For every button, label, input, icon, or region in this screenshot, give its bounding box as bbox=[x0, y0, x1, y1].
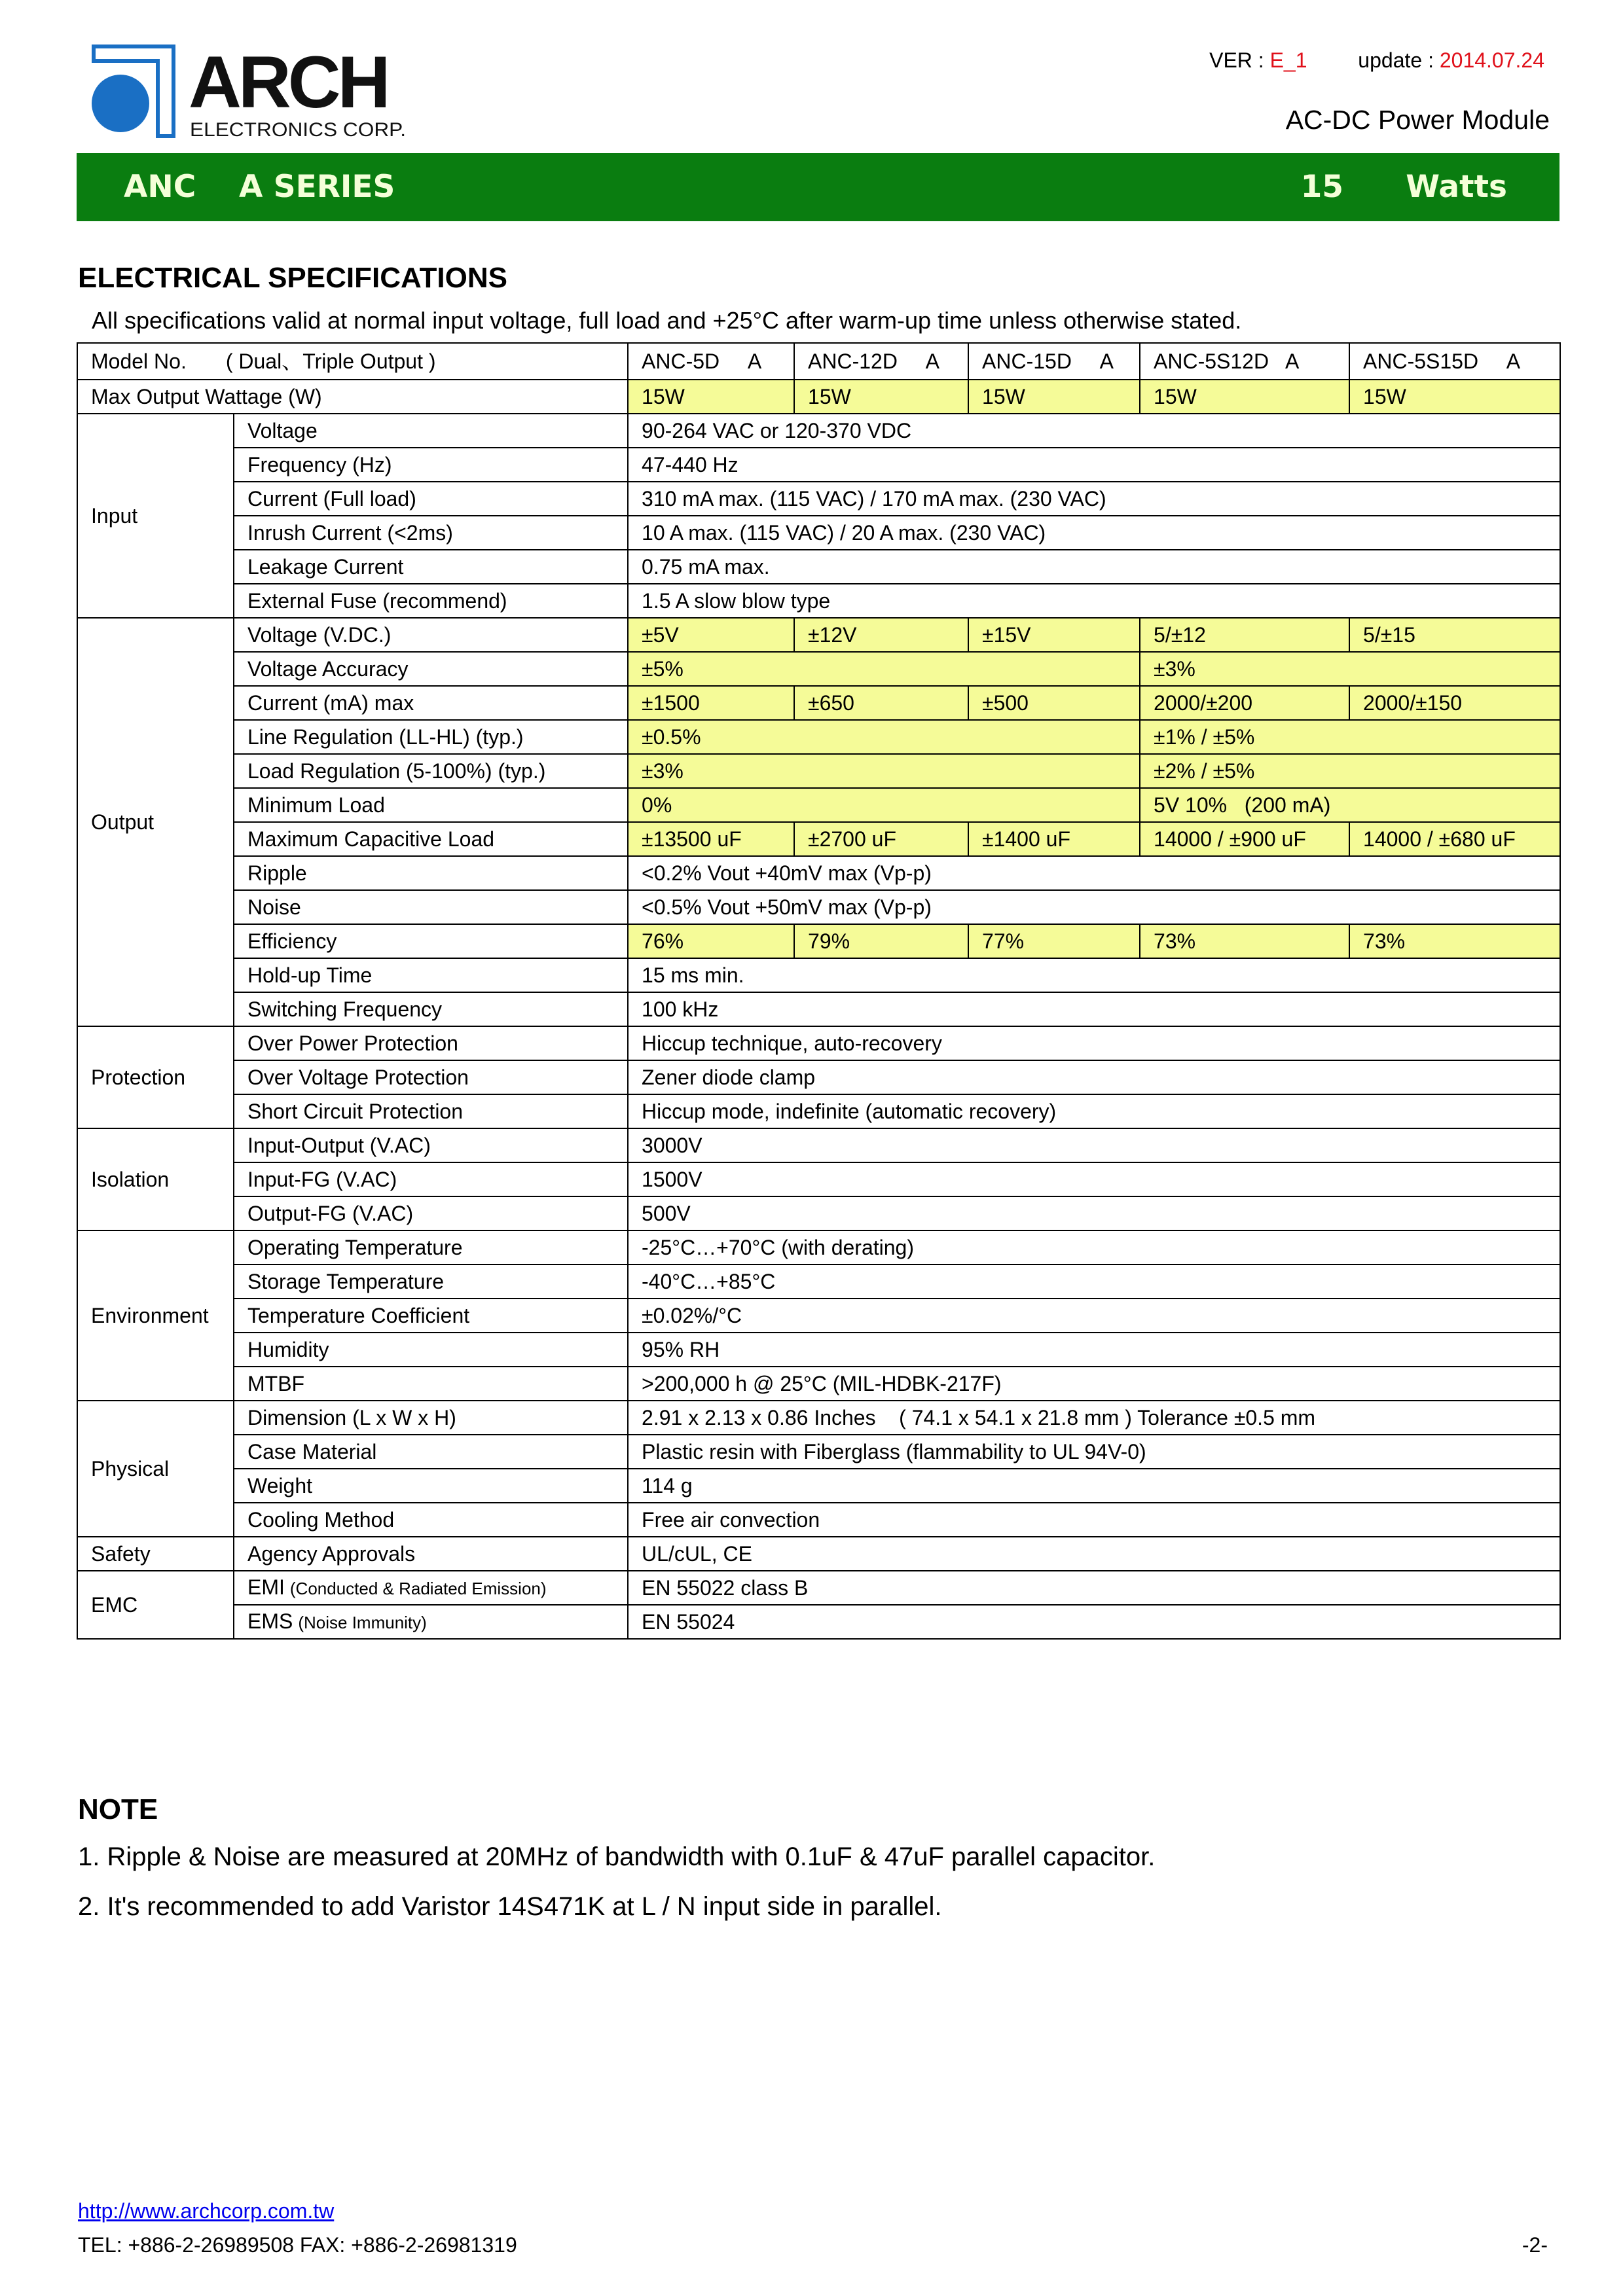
row-label bbox=[234, 890, 628, 924]
section-title: ELECTRICAL SPECIFICATIONS bbox=[78, 262, 507, 294]
spec-value: 77% bbox=[968, 924, 1140, 958]
row-label-text: Humidity bbox=[247, 1338, 329, 1361]
version-value: E_1 bbox=[1269, 48, 1307, 72]
row-label bbox=[234, 1026, 628, 1060]
row-label: Max Output Wattage (W) bbox=[77, 380, 628, 414]
spec-value: 15W bbox=[1349, 380, 1560, 414]
spec-value: 14000 / ±680 uF bbox=[1349, 822, 1560, 856]
row-label bbox=[234, 754, 628, 788]
spec-value: ±3% bbox=[628, 754, 1140, 788]
row-label bbox=[234, 1196, 628, 1230]
spec-value: 310 mA max. (115 VAC) / 170 mA max. (230 VAC) bbox=[628, 482, 1560, 516]
logo-subtext: ELECTRONICS CORP. bbox=[190, 119, 406, 141]
row-label-text: Agency Approvals bbox=[247, 1542, 416, 1566]
row-label bbox=[234, 1401, 628, 1435]
spec-value: Hiccup technique, auto-recovery bbox=[628, 1026, 1560, 1060]
spec-value: <0.2% Vout +40mV max (Vp-p) bbox=[628, 856, 1560, 890]
table-row bbox=[77, 890, 1560, 924]
table-row bbox=[77, 1196, 1560, 1230]
table-row bbox=[77, 1503, 1560, 1537]
row-label bbox=[234, 856, 628, 890]
row-label-text: Switching Frequency bbox=[247, 997, 443, 1021]
power-value: 15 bbox=[1300, 169, 1343, 205]
spec-value: 5/±12 bbox=[1140, 618, 1349, 652]
row-label-text: Temperature Coefficient bbox=[247, 1304, 470, 1327]
row-label bbox=[234, 992, 628, 1026]
row-label bbox=[234, 1299, 628, 1333]
row-label-note: (Conducted & Radiated Emission) bbox=[289, 1579, 547, 1598]
table-row bbox=[77, 448, 1560, 482]
spec-value: Hiccup mode, indefinite (automatic recovery) bbox=[628, 1094, 1560, 1128]
row-label-text: Dimension (L x W x H) bbox=[247, 1406, 456, 1429]
model-no-label: Model No. bbox=[91, 350, 187, 373]
row-label-text: Load Regulation (5-100%) (typ.) bbox=[247, 759, 546, 783]
website-link[interactable]: http://www.archcorp.com.tw bbox=[78, 2199, 335, 2223]
spec-value: 79% bbox=[794, 924, 968, 958]
table-row bbox=[77, 652, 1560, 686]
row-label-text: Voltage Accuracy bbox=[247, 657, 409, 681]
series-banner bbox=[77, 153, 1559, 221]
table-header-row bbox=[77, 343, 1560, 380]
row-label bbox=[234, 414, 628, 448]
spec-value: 95% RH bbox=[628, 1333, 1560, 1367]
spec-value: 15W bbox=[1140, 380, 1349, 414]
table-row bbox=[77, 1469, 1560, 1503]
table-row bbox=[77, 1026, 1560, 1060]
table-row bbox=[77, 414, 1560, 448]
row-label-text: Inrush Current (<2ms) bbox=[247, 521, 453, 545]
model-header: ANC-5S15D A bbox=[1349, 343, 1560, 380]
spec-value: 15W bbox=[794, 380, 968, 414]
table-row bbox=[77, 1060, 1560, 1094]
spec-value: Free air convection bbox=[628, 1503, 1560, 1537]
group-label: EMC bbox=[77, 1571, 234, 1639]
model-header: ANC-12D A bbox=[794, 343, 968, 380]
spec-value: ±5V bbox=[628, 618, 794, 652]
table-row bbox=[77, 1605, 1560, 1639]
row-label-text: Maximum Capacitive Load bbox=[247, 827, 495, 851]
spec-value: 14000 / ±900 uF bbox=[1140, 822, 1349, 856]
update-value: 2014.07.24 bbox=[1439, 48, 1544, 72]
spec-value: 114 g bbox=[628, 1469, 1560, 1503]
row-label bbox=[234, 1162, 628, 1196]
row-label-text: Noise bbox=[247, 895, 301, 919]
spec-value: ±12V bbox=[794, 618, 968, 652]
row-label-text: Frequency (Hz) bbox=[247, 453, 392, 476]
spec-value: 5/±15 bbox=[1349, 618, 1560, 652]
row-label-text: Cooling Method bbox=[247, 1508, 395, 1532]
row-label bbox=[234, 550, 628, 584]
row-label bbox=[234, 1367, 628, 1401]
spec-value: 15 ms min. bbox=[628, 958, 1560, 992]
row-label-text: Operating Temperature bbox=[247, 1236, 463, 1259]
series-name: A SERIES bbox=[239, 169, 395, 205]
spec-value: UL/cUL, CE bbox=[628, 1537, 1560, 1571]
spec-value: ±15V bbox=[968, 618, 1140, 652]
spec-value: 15W bbox=[628, 380, 794, 414]
row-label bbox=[234, 1435, 628, 1469]
company-logo bbox=[90, 43, 431, 141]
spec-value: ±650 bbox=[794, 686, 968, 720]
model-header: ANC-5D A bbox=[628, 343, 794, 380]
spec-value: ±3% bbox=[1140, 652, 1560, 686]
spec-table bbox=[77, 342, 1561, 1640]
table-row bbox=[77, 482, 1560, 516]
table-row bbox=[77, 1128, 1560, 1162]
spec-value: 1500V bbox=[628, 1162, 1560, 1196]
table-row bbox=[77, 958, 1560, 992]
spec-value: ±5% bbox=[628, 652, 1140, 686]
row-label bbox=[234, 584, 628, 618]
spec-value: 2000/±200 bbox=[1140, 686, 1349, 720]
row-label bbox=[234, 822, 628, 856]
table-row bbox=[77, 1537, 1560, 1571]
product-type: AC-DC Power Module bbox=[1285, 105, 1550, 135]
table-row bbox=[77, 1094, 1560, 1128]
row-label bbox=[234, 1469, 628, 1503]
table-row bbox=[77, 1367, 1560, 1401]
spec-value: ±0.02%/°C bbox=[628, 1299, 1560, 1333]
row-label bbox=[234, 1537, 628, 1571]
row-label-text: Hold-up Time bbox=[247, 963, 373, 987]
row-label-text: Minimum Load bbox=[247, 793, 385, 817]
spec-value: Plastic resin with Fiberglass (flammability to UL 94V-0) bbox=[628, 1435, 1560, 1469]
spec-value: -40°C…+85°C bbox=[628, 1265, 1560, 1299]
series-code: ANC bbox=[124, 169, 196, 205]
spec-value: ±1400 uF bbox=[968, 822, 1140, 856]
spec-value: >200,000 h @ 25°C (MIL-HDBK-217F) bbox=[628, 1367, 1560, 1401]
table-row bbox=[77, 550, 1560, 584]
row-label bbox=[234, 618, 628, 652]
row-label bbox=[234, 516, 628, 550]
row-label bbox=[234, 1503, 628, 1537]
table-row bbox=[77, 720, 1560, 754]
row-label bbox=[234, 652, 628, 686]
row-label-note: (Noise Immunity) bbox=[298, 1613, 427, 1632]
spec-value: 73% bbox=[1140, 924, 1349, 958]
spec-value: 76% bbox=[628, 924, 794, 958]
row-label-text: EMS bbox=[247, 1609, 293, 1633]
spec-value: 15W bbox=[968, 380, 1140, 414]
table-row bbox=[77, 380, 1560, 414]
row-label-text: Output-FG (V.AC) bbox=[247, 1202, 414, 1225]
spec-value: <0.5% Vout +50mV max (Vp-p) bbox=[628, 890, 1560, 924]
spec-value: 500V bbox=[628, 1196, 1560, 1230]
row-label-text: Current (Full load) bbox=[247, 487, 416, 511]
table-row bbox=[77, 516, 1560, 550]
row-label-text: Short Circuit Protection bbox=[247, 1100, 464, 1123]
row-label-text: Current (mA) max bbox=[247, 691, 414, 715]
group-label: Isolation bbox=[77, 1128, 234, 1230]
row-label-text: EMI bbox=[247, 1575, 285, 1599]
row-label-text: MTBF bbox=[247, 1372, 305, 1395]
page-number: -2- bbox=[1522, 2233, 1548, 2257]
version-label: VER : bbox=[1209, 48, 1270, 72]
spec-value: 10 A max. (115 VAC) / 20 A max. (230 VAC) bbox=[628, 516, 1560, 550]
row-label-text: Over Voltage Protection bbox=[247, 1066, 469, 1089]
spec-value: 73% bbox=[1349, 924, 1560, 958]
row-label-text: External Fuse (recommend) bbox=[247, 589, 507, 613]
spec-value: ±500 bbox=[968, 686, 1140, 720]
row-label bbox=[234, 686, 628, 720]
table-row bbox=[77, 584, 1560, 618]
row-label-text: Input-Output (V.AC) bbox=[247, 1134, 431, 1157]
model-no-header bbox=[77, 343, 628, 380]
model-header: ANC-5S12D A bbox=[1140, 343, 1349, 380]
table-row bbox=[77, 1230, 1560, 1265]
row-label-text: Voltage (V.DC.) bbox=[247, 623, 392, 647]
table-row bbox=[77, 1571, 1560, 1605]
table-row bbox=[77, 686, 1560, 720]
note-item: 2. It's recommended to add Varistor 14S471K at L / N input side in parallel. bbox=[78, 1892, 942, 1921]
row-label bbox=[234, 1094, 628, 1128]
row-label-text: Line Regulation (LL-HL) (typ.) bbox=[247, 725, 524, 749]
group-label: Output bbox=[77, 618, 234, 1026]
row-label-text: Ripple bbox=[247, 861, 307, 885]
table-row bbox=[77, 1333, 1560, 1367]
group-label: Input bbox=[77, 414, 234, 618]
spec-value: ±13500 uF bbox=[628, 822, 794, 856]
table-row bbox=[77, 754, 1560, 788]
row-label bbox=[234, 1230, 628, 1265]
row-label bbox=[234, 448, 628, 482]
row-label-text: Case Material bbox=[247, 1440, 377, 1463]
intro-text: All specifications valid at normal input voltage, full load and +25°C after warm-up time unless otherwise stated. bbox=[92, 307, 1242, 334]
group-label: Safety bbox=[77, 1537, 234, 1571]
row-label-text: Weight bbox=[247, 1474, 313, 1498]
table-row bbox=[77, 856, 1560, 890]
row-label bbox=[234, 1265, 628, 1299]
group-label: Protection bbox=[77, 1026, 234, 1128]
spec-value: ±2% / ±5% bbox=[1140, 754, 1560, 788]
table-row bbox=[77, 822, 1560, 856]
row-label bbox=[234, 1571, 628, 1605]
spec-value: 2.91 x 2.13 x 0.86 Inches ( 74.1 x 54.1 x 21.8 mm ) Tolerance ±0.5 mm bbox=[628, 1401, 1560, 1435]
row-label bbox=[234, 1060, 628, 1094]
version-info bbox=[1209, 48, 1544, 72]
row-label bbox=[234, 958, 628, 992]
group-label: Physical bbox=[77, 1401, 234, 1537]
table-row bbox=[77, 788, 1560, 822]
row-label bbox=[234, 720, 628, 754]
spec-value: EN 55024 bbox=[628, 1605, 1560, 1639]
spec-value: ±2700 uF bbox=[794, 822, 968, 856]
spec-value: ±1% / ±5% bbox=[1140, 720, 1560, 754]
spec-value: 100 kHz bbox=[628, 992, 1560, 1026]
spec-value: 2000/±150 bbox=[1349, 686, 1560, 720]
table-row bbox=[77, 992, 1560, 1026]
row-label bbox=[234, 482, 628, 516]
row-label bbox=[234, 1128, 628, 1162]
spec-value: 1.5 A slow blow type bbox=[628, 584, 1560, 618]
spec-value: 0% bbox=[628, 788, 1140, 822]
note-title: NOTE bbox=[78, 1793, 158, 1825]
power-unit: Watts bbox=[1406, 169, 1507, 205]
table-row bbox=[77, 1299, 1560, 1333]
note-item: 1. Ripple & Noise are measured at 20MHz of bandwidth with 0.1uF & 47uF parallel capacitor. bbox=[78, 1842, 1156, 1871]
table-row bbox=[77, 924, 1560, 958]
row-label bbox=[234, 924, 628, 958]
table-row bbox=[77, 618, 1560, 652]
table-row bbox=[77, 1435, 1560, 1469]
row-label-text: Leakage Current bbox=[247, 555, 404, 579]
spec-value: ±0.5% bbox=[628, 720, 1140, 754]
group-label: Environment bbox=[77, 1230, 234, 1401]
row-label bbox=[234, 1605, 628, 1639]
row-label-text: Over Power Protection bbox=[247, 1031, 458, 1055]
spec-value: Zener diode clamp bbox=[628, 1060, 1560, 1094]
model-header: ANC-15D A bbox=[968, 343, 1140, 380]
spec-value: 90-264 VAC or 120-370 VDC bbox=[628, 414, 1560, 448]
table-row bbox=[77, 1265, 1560, 1299]
update-label: update : bbox=[1358, 48, 1440, 72]
spec-value: ±1500 bbox=[628, 686, 794, 720]
row-label-text: Input-FG (V.AC) bbox=[247, 1168, 397, 1191]
table-row bbox=[77, 1401, 1560, 1435]
logo-wordmark: ARCH bbox=[189, 43, 388, 123]
row-label-text: Efficiency bbox=[247, 929, 337, 953]
row-label-text: Storage Temperature bbox=[247, 1270, 445, 1293]
table-row bbox=[77, 1162, 1560, 1196]
spec-value: 5V 10% (200 mA) bbox=[1140, 788, 1560, 822]
contact-info: TEL: +886-2-26989508 FAX: +886-2-26981319 bbox=[78, 2233, 517, 2257]
spec-value: EN 55022 class B bbox=[628, 1571, 1560, 1605]
spec-value: 47-440 Hz bbox=[628, 448, 1560, 482]
spec-value: 3000V bbox=[628, 1128, 1560, 1162]
spec-value: 0.75 mA max. bbox=[628, 550, 1560, 584]
row-label bbox=[234, 1333, 628, 1367]
spec-value: -25°C…+70°C (with derating) bbox=[628, 1230, 1560, 1265]
model-no-note: ( Dual、Triple Output ) bbox=[225, 350, 436, 373]
row-label-text: Voltage bbox=[247, 419, 318, 442]
row-label bbox=[234, 788, 628, 822]
